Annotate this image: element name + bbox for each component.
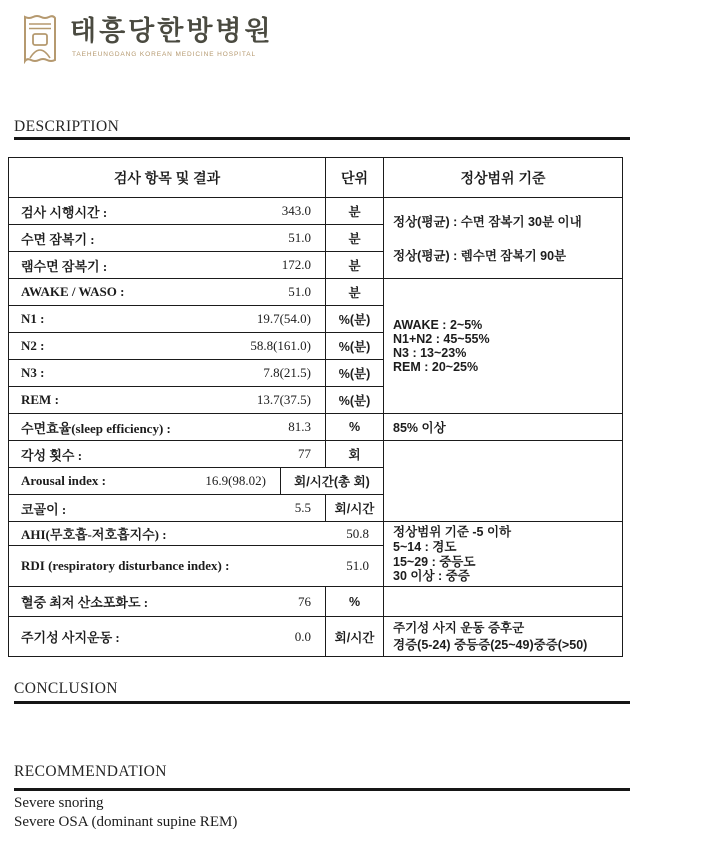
recommendation-text: [14, 794, 237, 832]
item-label: N2 :: [21, 338, 45, 353]
table-header-row: [9, 158, 623, 198]
table-row: [9, 522, 623, 546]
table-row: [9, 617, 623, 657]
conclusion-heading: CONCLUSION: [14, 680, 118, 697]
table-row: [9, 587, 623, 617]
item-value: 50.8: [346, 525, 369, 541]
table-row: [9, 414, 623, 441]
item-value: 19.7(54.0): [256, 311, 311, 326]
table-row: [9, 198, 623, 225]
table-row: [9, 279, 623, 306]
hospital-subtitle: TAEHEUNGDANG KOREAN MEDICINE HOSPITAL: [72, 51, 257, 59]
table-row: [9, 441, 623, 468]
header-item-col: 검사 항목 및 결과: [9, 158, 326, 198]
item-label: 각성 횟수 :: [21, 447, 83, 463]
item-value: 0.0: [294, 628, 311, 644]
description-heading: DESCRIPTION: [14, 118, 120, 135]
unit-value: 분: [326, 198, 384, 225]
recommendation-line: Severe snoring: [14, 795, 104, 811]
normal-range-stages: AWAKE : 2~5% N1+N2 : 45~55% N3 : 13~23% REM : 20~25%: [384, 279, 623, 414]
unit-value: 분: [326, 279, 384, 306]
item-value: 13.7(37.5): [256, 392, 311, 407]
item-label: 코골이 :: [21, 501, 67, 517]
normal-range-plm: 주기성 사지 운동 증후군 경증(5-24) 중등증(25~49)중증(>50): [384, 617, 623, 657]
unit-value: %: [326, 587, 384, 617]
item-label: 주기성 사지운동 :: [21, 630, 120, 645]
item-value: 5.5: [294, 500, 311, 515]
hospital-logo: [20, 14, 274, 64]
normal-range-efficiency: 85% 이상: [384, 414, 623, 441]
recommendation-line: Severe OSA (dominant supine REM): [14, 814, 238, 831]
item-label: AHI(무호흡-저호흡지수) :: [21, 527, 167, 543]
header-normal-col: 정상범위 기준: [384, 158, 623, 198]
unit-value: %: [326, 414, 384, 441]
item-value: 51.0: [346, 558, 369, 574]
item-label: 혈중 최저 산소포화도 :: [21, 595, 149, 610]
item-value: 58.8(161.0): [250, 338, 311, 353]
hospital-name: 태흥당한방병원: [70, 16, 274, 46]
normal-range-empty: [384, 587, 623, 617]
unit-value: %(분): [326, 306, 384, 333]
unit-value: %(분): [326, 360, 384, 387]
item-value: 16.9(98.02): [205, 473, 266, 488]
item-label: RDI (respiratory disturbance index) :: [21, 558, 230, 574]
recommendation-heading: RECOMMENDATION: [14, 763, 167, 780]
recommendation-rule: [14, 788, 630, 791]
unit-value: %(분): [326, 387, 384, 414]
normal-range-ahi: 정상범위 기준 -5 이하 5~14 : 경도 15~29 : 중등도 30 이상 : 중증: [384, 522, 623, 587]
item-label: 검사 시행시간 :: [21, 204, 108, 220]
header-unit-col: 단위: [326, 158, 384, 198]
item-value: 7.8(21.5): [263, 365, 311, 380]
item-value: 77: [298, 446, 311, 461]
normal-range-latency: 정상(평균) : 수면 잠복기 30분 이내 정상(평균) : 렘수면 잠복기 90분: [384, 198, 623, 279]
hospital-seal-icon: [20, 14, 60, 64]
item-value: 51.0: [288, 230, 311, 245]
unit-value: 회/시간: [326, 495, 384, 522]
item-value: 343.0: [281, 203, 311, 218]
item-label: 수면 잠복기 :: [21, 231, 95, 247]
unit-value: 분: [326, 225, 384, 252]
item-label: N3 :: [21, 365, 45, 380]
item-label: N1 :: [21, 311, 45, 326]
item-value: 51.0: [288, 284, 311, 299]
item-value: 172.0: [281, 257, 311, 272]
sleep-study-results-table: [8, 157, 623, 657]
normal-range-empty: [384, 441, 623, 522]
unit-value: %(분): [326, 333, 384, 360]
item-label: 수면효율(sleep efficiency) :: [21, 420, 171, 436]
description-rule: [14, 137, 630, 140]
unit-value: 분: [326, 252, 384, 279]
unit-value: 회: [326, 441, 384, 468]
item-value: 81.3: [288, 419, 311, 434]
item-label: Arousal index :: [21, 473, 106, 488]
item-label: AWAKE / WASO :: [21, 284, 125, 299]
conclusion-rule: [14, 701, 630, 704]
item-label: REM :: [21, 392, 59, 407]
item-value: 76: [298, 593, 311, 609]
unit-value: 회/시간(총 회): [281, 468, 384, 495]
item-label: 램수면 잠복기 :: [21, 258, 108, 274]
unit-value: 회/시간: [326, 617, 384, 657]
